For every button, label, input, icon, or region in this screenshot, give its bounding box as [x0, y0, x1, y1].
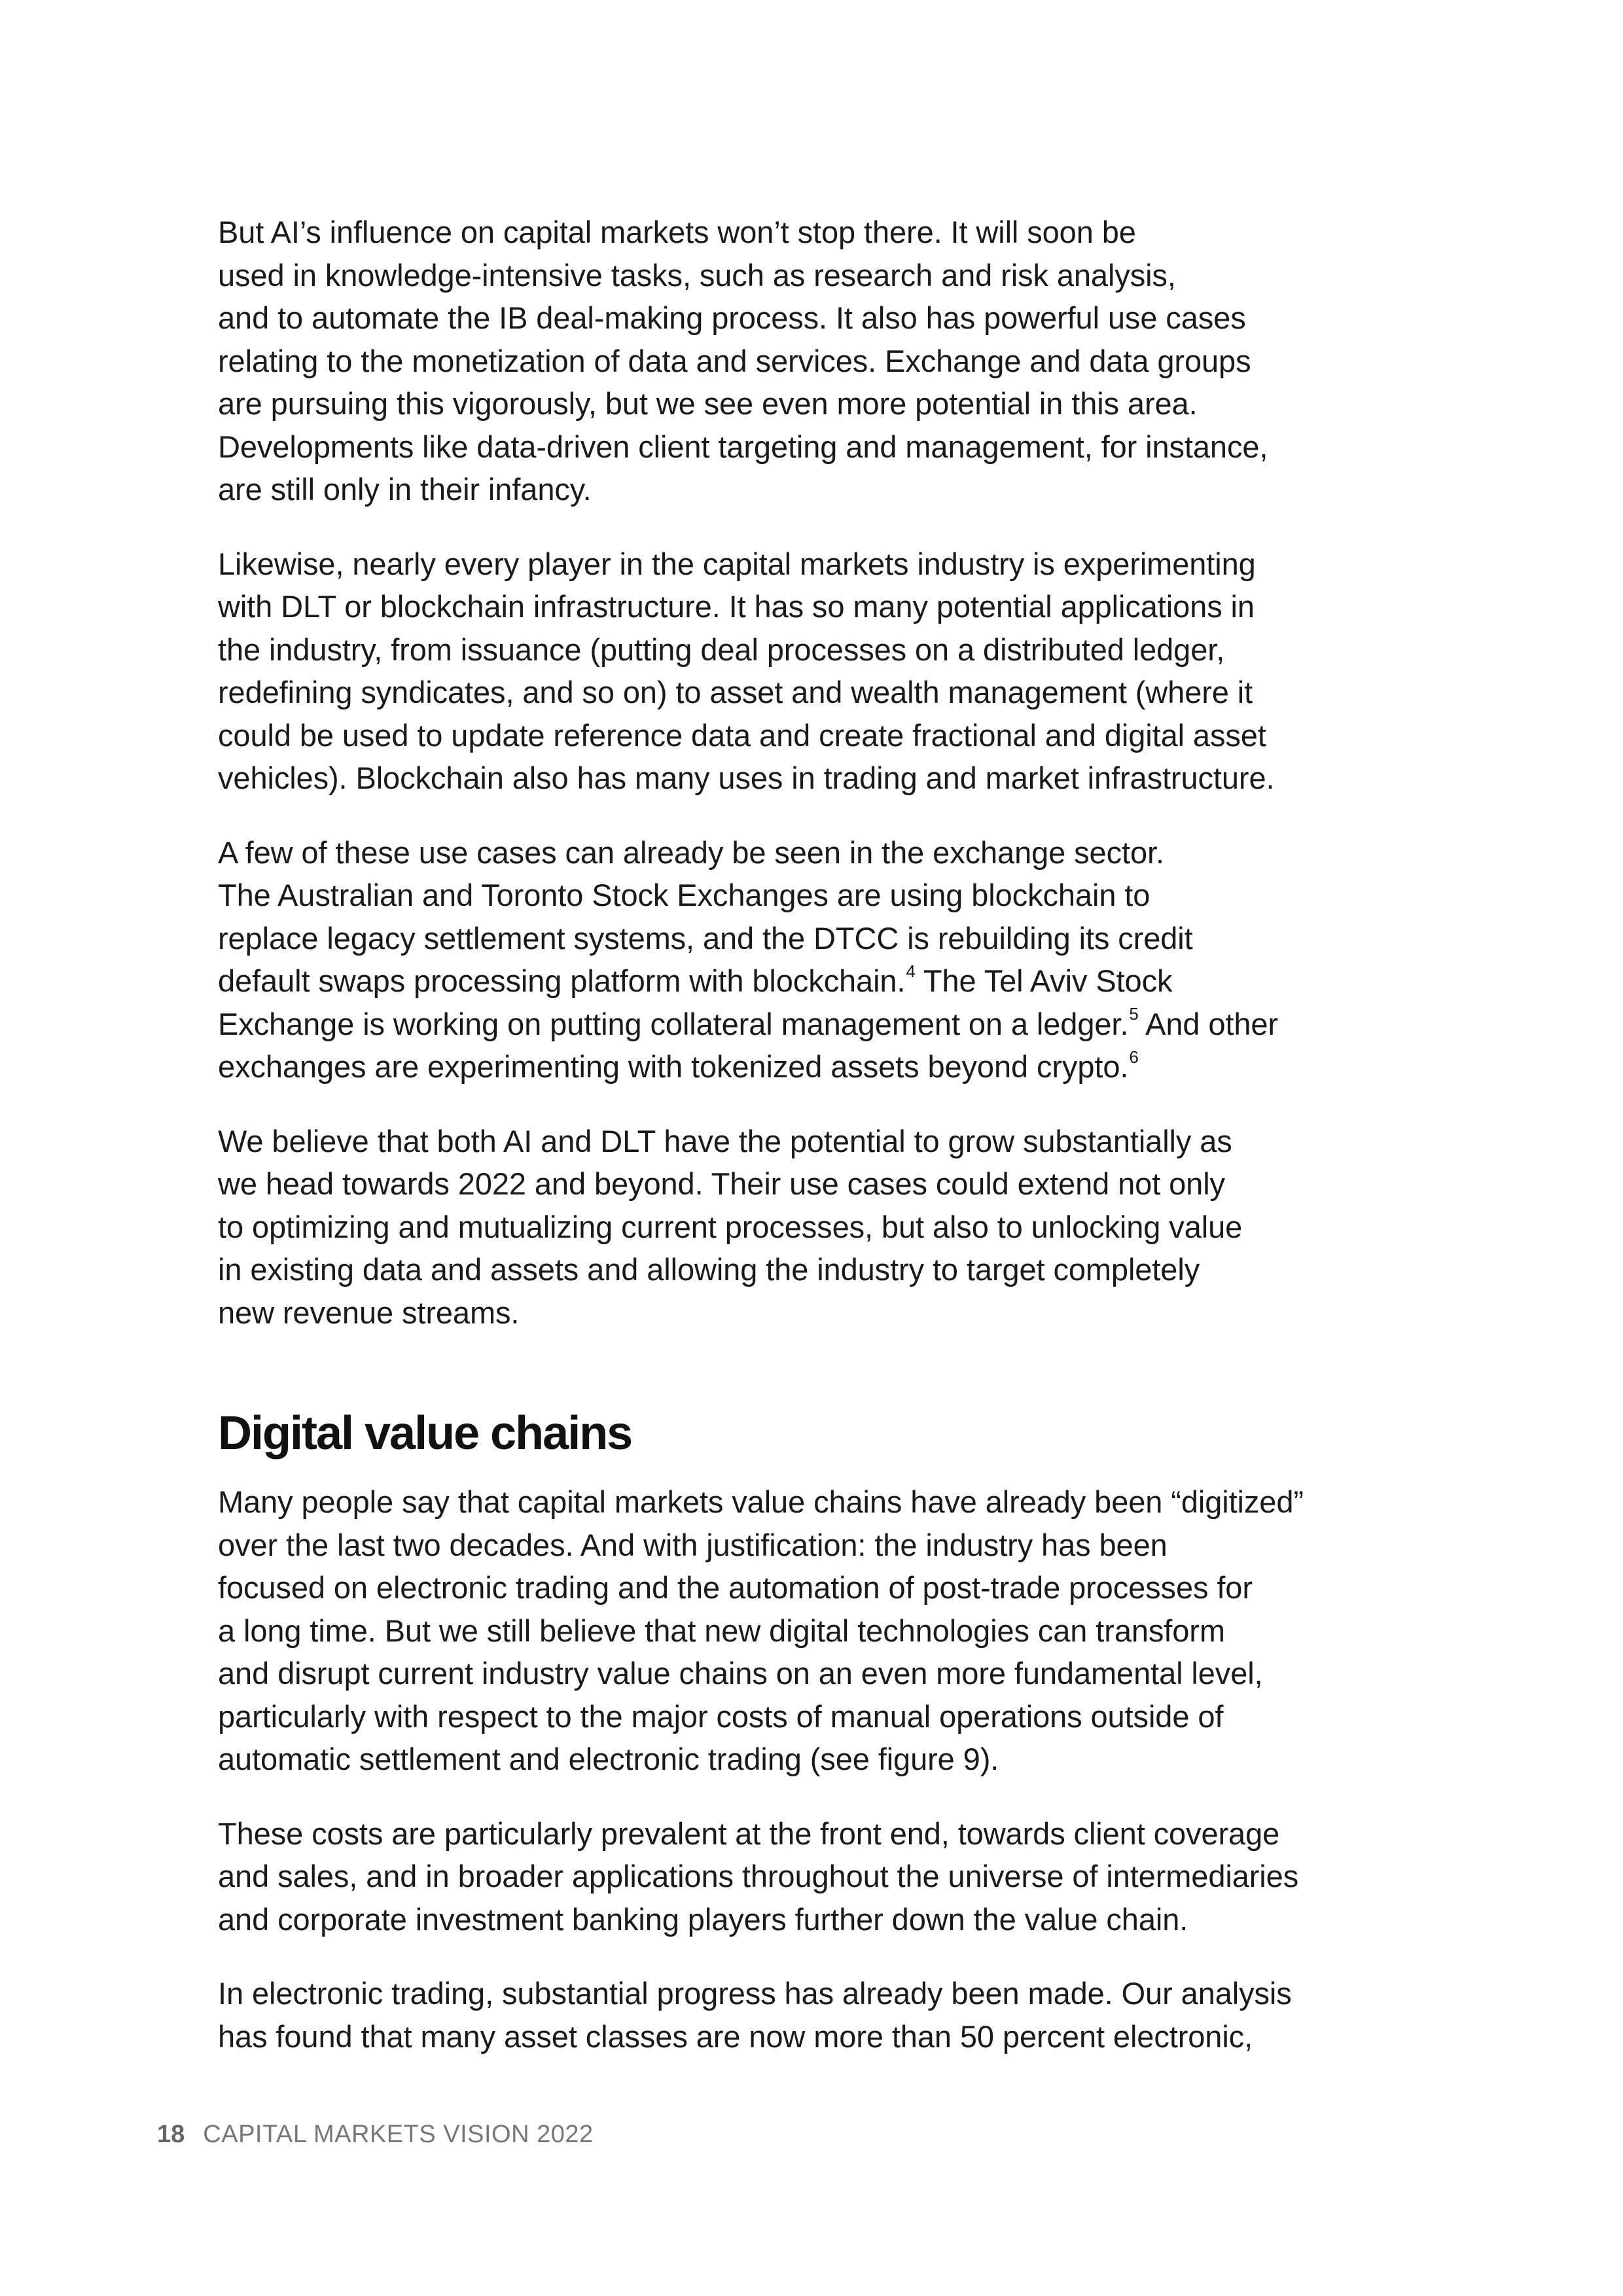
text-line: a long time. But we still believe that new digital technologies can transform — [218, 1613, 1225, 1648]
text-line: the industry, from issuance (putting deal processes on a distributed ledger, — [218, 632, 1225, 667]
text-line: automatic settlement and electronic trading (see figure 9). — [218, 1742, 999, 1776]
text-segment: And other — [1138, 1006, 1278, 1041]
text-line: could be used to update reference data and create fractional and digital asset — [218, 717, 1266, 753]
text-line: These costs are particularly prevalent at the front end, towards client coverage — [218, 1816, 1280, 1851]
section-heading: Digital value chains — [218, 1407, 632, 1460]
text-line: with DLT or blockchain infrastructure. It has so many potential applications in — [218, 589, 1255, 624]
text-line: to optimizing and mutualizing current processes, but also to unlocking value — [218, 1209, 1243, 1244]
paragraph-ai-dlt-potential — [218, 1120, 1370, 1335]
footnote-ref-6[interactable]: 6 — [1129, 1047, 1139, 1067]
page-footer — [157, 2118, 594, 2151]
text-line — [218, 960, 1370, 1003]
text-line: used in knowledge-intensive tasks, such as research and risk analysis, — [218, 257, 1176, 293]
text-line: and disrupt current industry value chains on an even more fundamental level, — [218, 1656, 1263, 1691]
text-line: has found that many asset classes are now more than 50 percent electronic, — [218, 2018, 1253, 2054]
paragraph-front-end-costs — [218, 1812, 1370, 1941]
text-line: and corporate investment banking players further down the value chain. — [218, 1901, 1188, 1937]
text-line: new revenue streams. — [218, 1295, 520, 1330]
text-line: Many people say that capital markets value chains have already been “digitized” — [218, 1484, 1304, 1519]
paragraph-exchange-sector — [218, 831, 1370, 1088]
text-line: in existing data and assets and allowing the industry to target completely — [218, 1252, 1200, 1287]
paragraph-ai-influence — [218, 211, 1370, 511]
text-line: focused on electronic trading and the automation of post-trade processes for — [218, 1570, 1253, 1605]
text-line: are pursuing this vigorously, but we see even more potential in this area. — [218, 386, 1198, 421]
text-line: Developments like data-driven client targeting and management, for instance, — [218, 429, 1268, 464]
page-number: 18 — [157, 2121, 185, 2148]
document-title: CAPITAL MARKETS VISION 2022 — [203, 2121, 594, 2148]
text-line: replace legacy settlement systems, and the DTCC is rebuilding its credit — [218, 920, 1193, 956]
paragraph-dlt-blockchain — [218, 543, 1370, 800]
page-content — [218, 211, 1370, 2089]
text-segment: Exchange is working on putting collateral management on a ledger. — [218, 1006, 1129, 1041]
footnote-ref-5[interactable]: 5 — [1129, 1004, 1139, 1024]
text-segment: default swaps processing platform with blockchain. — [218, 963, 906, 998]
text-segment: The Tel Aviv Stock — [915, 963, 1173, 998]
text-line: A few of these use cases can already be seen in the exchange sector. — [218, 834, 1164, 870]
paragraph-digitized-value-chains — [218, 1480, 1370, 1781]
text-line — [218, 1003, 1370, 1046]
text-line: and to automate the IB deal-making process. It also has powerful use cases — [218, 300, 1246, 335]
text-line: relating to the monetization of data and services. Exchange and data groups — [218, 343, 1251, 378]
paragraph-electronic-trading — [218, 1972, 1370, 2058]
text-line — [218, 1045, 1370, 1088]
text-line: We believe that both AI and DLT have the potential to grow substantially as — [218, 1123, 1232, 1158]
footnote-ref-4[interactable]: 4 — [906, 961, 916, 981]
text-line: particularly with respect to the major costs of manual operations outside of — [218, 1698, 1224, 1734]
text-segment: exchanges are experimenting with tokenized assets beyond crypto. — [218, 1049, 1129, 1084]
text-line: vehicles). Blockchain also has many uses in trading and market infrastructure. — [218, 761, 1275, 795]
text-line: In electronic trading, substantial progress has already been made. Our analysis — [218, 1976, 1292, 2011]
text-line: over the last two decades. And with justification: the industry has been — [218, 1527, 1168, 1562]
text-line: But AI’s influence on capital markets won’t stop there. It will soon be — [218, 215, 1136, 249]
text-line: we head towards 2022 and beyond. Their use cases could extend not only — [218, 1166, 1225, 1201]
text-line: and sales, and in broader applications throughout the universe of intermediaries — [218, 1859, 1299, 1893]
text-line: redefining syndicates, and so on) to asset and wealth management (where it — [218, 675, 1253, 709]
text-line: Likewise, nearly every player in the capital markets industry is experimenting — [218, 546, 1256, 581]
text-line: The Australian and Toronto Stock Exchanges are using blockchain to — [218, 878, 1150, 912]
text-line: are still only in their infancy. — [218, 472, 592, 507]
